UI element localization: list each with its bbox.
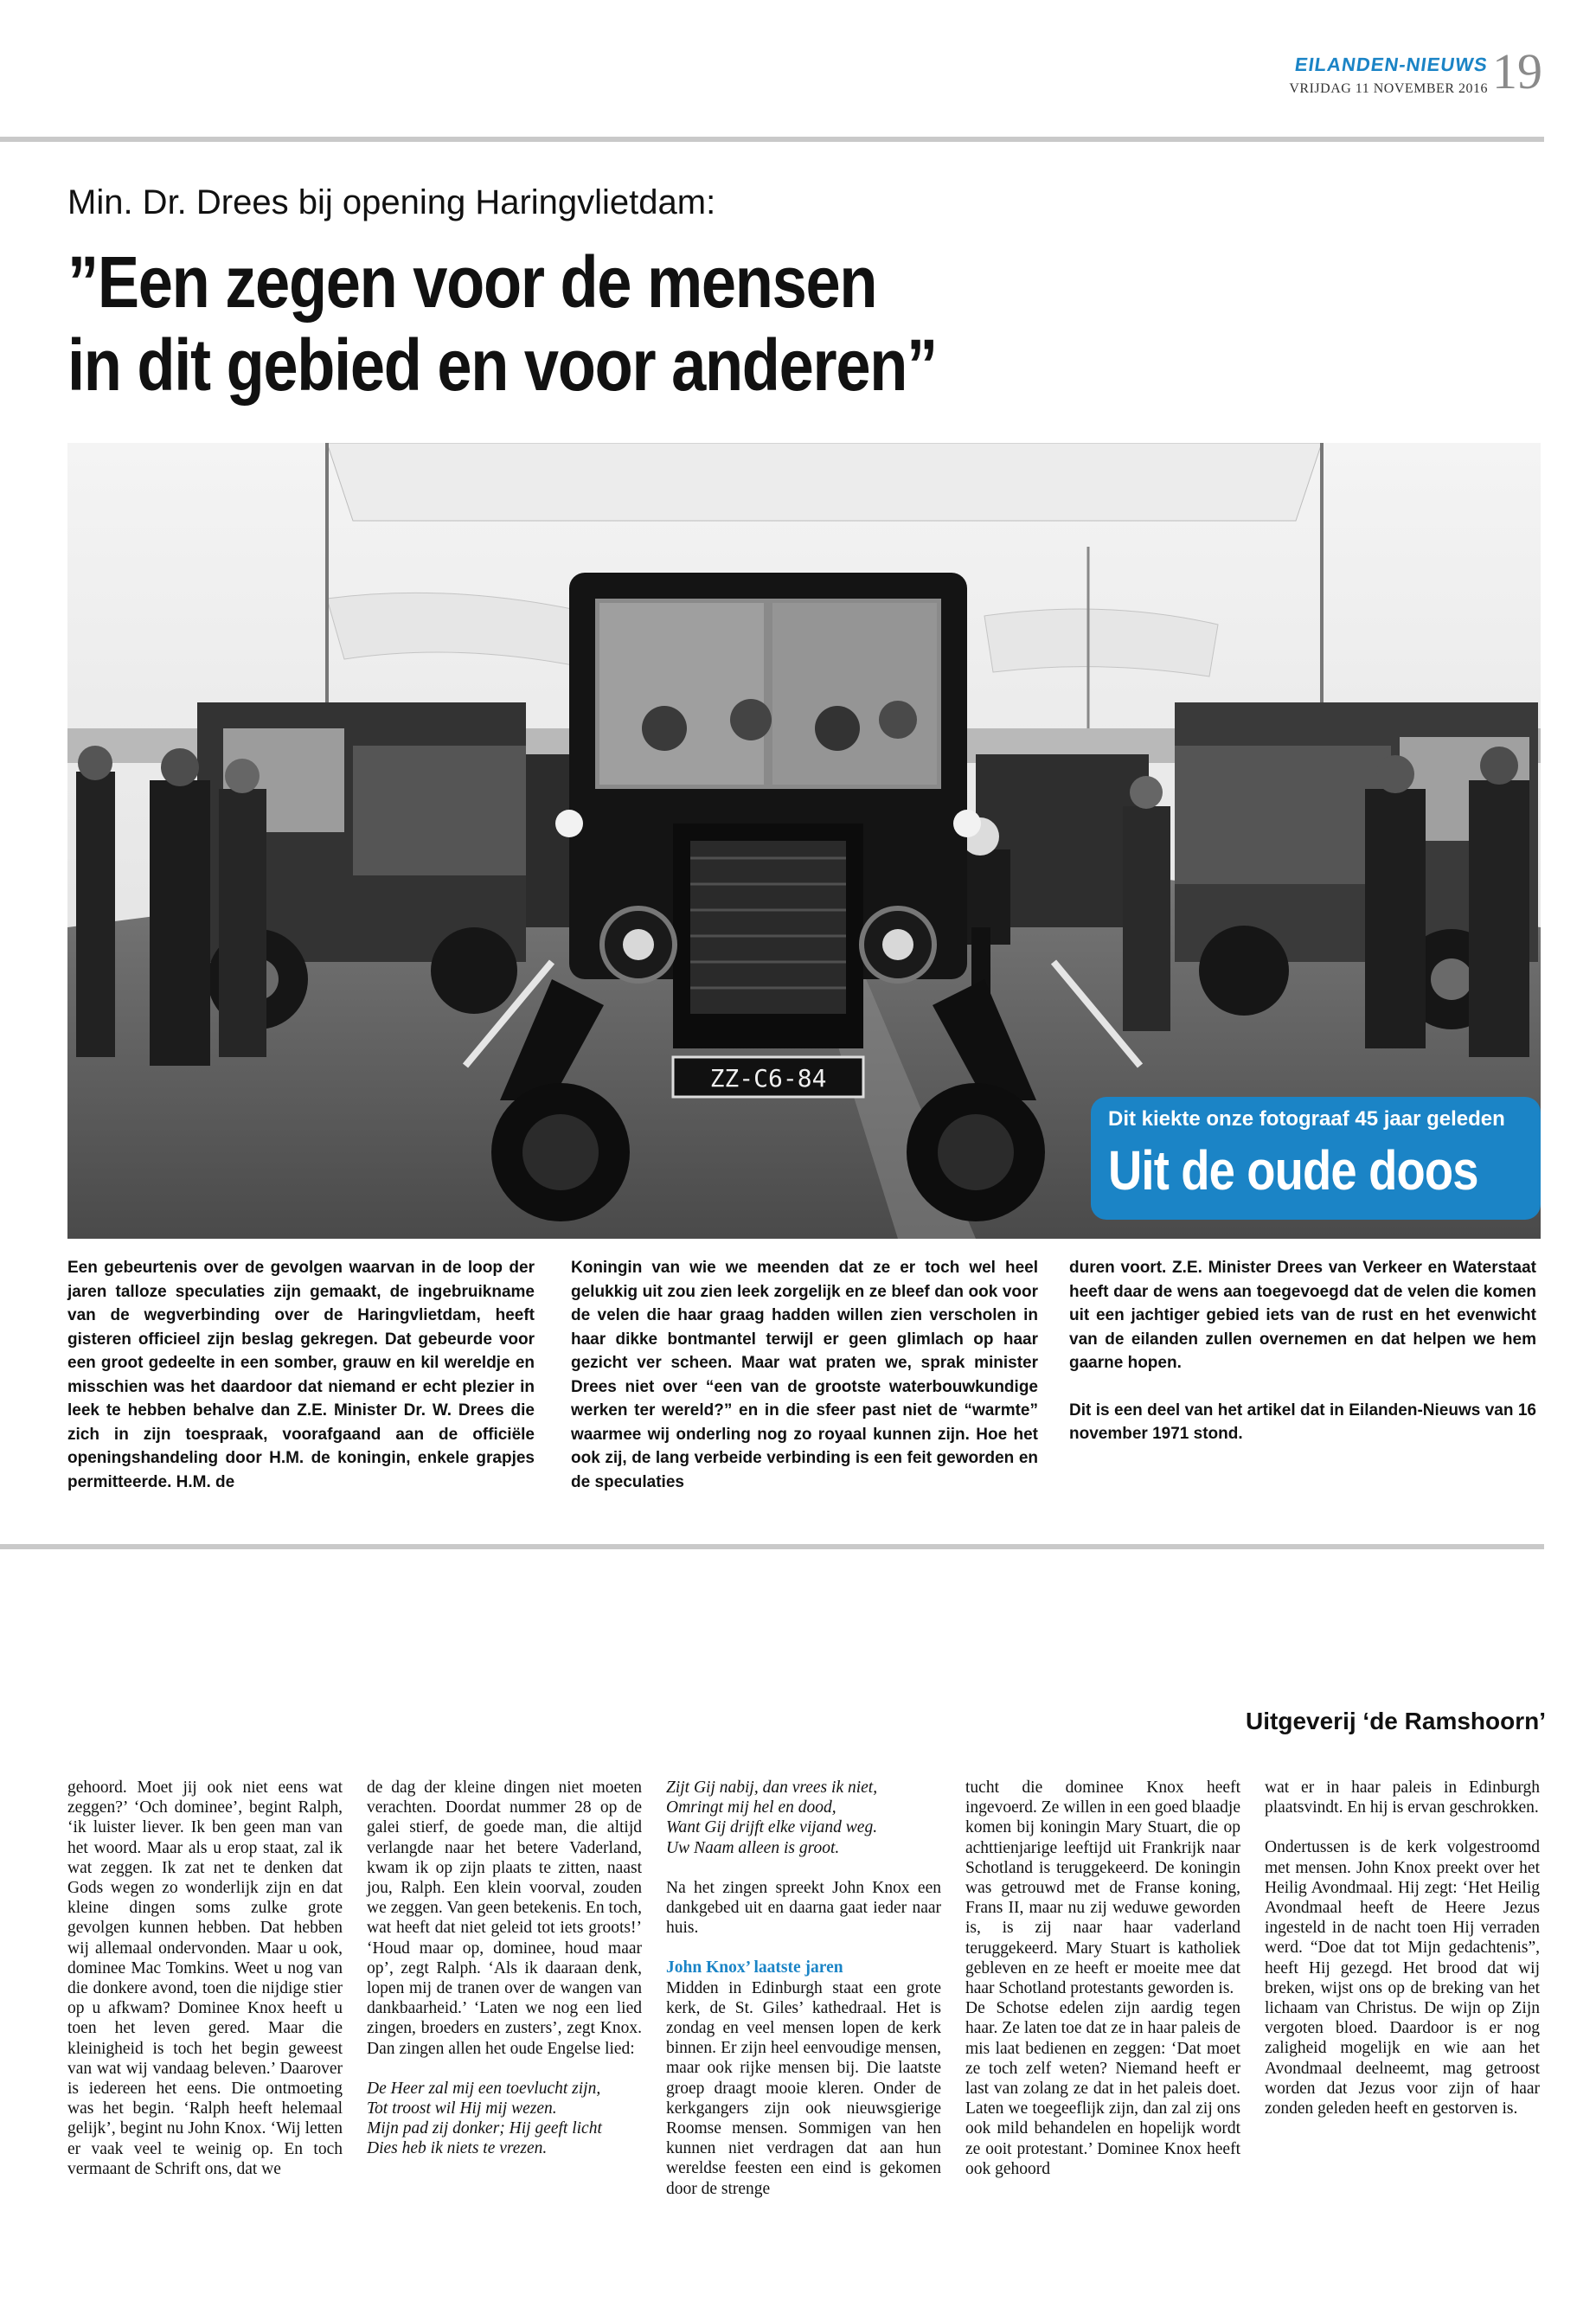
poem-line: Want Gij drijft elke vijand weg. [666,1818,878,1837]
poem-line: Zijt Gij nabij, dan vrees ik niet, [666,1779,878,1797]
book-paragraph: Na het zingen spreekt John Knox een dankgebed uit en daarna gaat ieder naar huis. [666,1878,941,1938]
section-subheading: John Knox’ laatste jaren [666,1958,843,1977]
article-kicker: Min. Dr. Drees bij opening Haringvlietdam: [67,183,716,221]
intro-paragraph: Een gebeurtenis over de gevolgen waarvan in de loop der jaren talloze speculaties zijn gemaakt, de ingebruikname van de wegverbinding over de Haringvlietdam, heeft gisteren officieel zijn beslag gekregen. Dat gebeurde voor een groot gedeelte in een somber, grauw en kil wereldje en misschien was het daardoor dat niemand er echt plezier in leek te hebben behalve dan Z.E. Minister Dr. W. Drees die zich in zijn toespraak, voorafgaand aan de officiële openingshandeling door H.M. de koningin, enkele grapjes permitteerde. H.M. de [67,1259,535,1491]
book-paragraph: gehoord. Moet jij ook niet eens wat zeggen?’ ‘Och dominee’, begint Ralph, ‘ik luister liever. Ik ben geen man van het woord. Maar als u erop staat, zal ik wat zeggen. Ik zat net te denken dat Gods wegen zo wonderlijk zijn en dat kleine dingen soms zulke grote gevolgen kunnen hebben. Dat hebben wij allemaal ondervonden. Maar u ook, dominee Mac Tomkins. Weet u nog van die donkere avond, toen die nijdige stier op u afkwam? Dominee Knox heeft u toen het leven gered. Maar die kleinigheid is toch het begin geweest van wat wij vandaag beleven.’ Daarover is iedereen het eens. Die ontmoeting was het begin. ‘Ralph heeft helemaal gelijk’, begint nu John Knox. ‘Wij letten er vaak veel te weinig op. En toch vermaant de Schrift ons, dat we [67,1779,343,2178]
poem-line: Mijn pad zij donker; Hij geeft licht [367,2119,602,2138]
book-column-2 [367,1778,642,2159]
publisher-label: Uitgeverij ‘de Ramshoorn’ [1246,1708,1546,1734]
intro-paragraph: duren voort. Z.E. Minister Drees van Verkeer en Waterstaat heeft daar de wens aan toegevoegd dat de velen die komen uit een jachtiger gebied iets van de rust en het evenwicht van de eilanden zullen overnemen en dat helpen we hem gaarne hopen. [1069,1259,1536,1372]
book-column-3 [666,1778,941,2199]
section-divider [0,1544,1544,1549]
book-column-1 [67,1778,343,2179]
top-divider [0,137,1544,142]
badge-title: Uit de oude doos [1108,1139,1478,1202]
intro-column-2 [571,1256,1038,1517]
poem-line: De Heer zal mij een toevlucht zijn, [367,2079,601,2098]
intro-paragraph: Dit is een deel van het artikel dat in Eilanden-Nieuws van 16 november 1971 stond. [1069,1400,1536,1443]
intro-paragraph: Koningin van wie we meenden dat ze er toch wel heel gelukkig uit zou zien leek zorgelijk en ze bleef dan ook voor de velen die haar graag hadden willen zien verscholen in haar dikke bontmantel terwijl er geen glimlach op haar gezicht ver scheen. Maar wat praten we, sprak minister Drees niet over “een van de grootste waterbouwkundige werken ter wereld?” en in die sfeer past niet de “warmte” waarmee wij onderling nog zo royaal kunnen zijn. Hoe het ook zij, de lang verbeide verbinding is een feit geworden en de speculaties [571,1259,1038,1491]
book-column-4 [965,1778,1240,2179]
intro-column-3 [1069,1256,1536,1470]
badge-subtitle: Dit kiekte onze fotograaf 45 jaar geleden [1108,1107,1505,1131]
license-plate: ZZ-C6-84 [709,1064,827,1093]
poem-line: Dies heb ik niets te vrezen. [367,2139,548,2158]
poem-line: Omringt mij hel en dood, [666,1798,836,1817]
book-paragraph: tucht die dominee Knox heeft ingevoerd. Ze willen in een goed blaadje komen bij koningin Mary Stuart, die op achttienjarige leeftijd uit Frankrijk naar Schotland is teruggekeerd. De koningin was getrouwd met de Franse koning, Frans II, maar nu zij weduwe geworden is, is zij naar haar vaderland teruggekeerd. Mary Stuart is katholiek gebleven en ze heeft er moeite mee dat haar Schotland protestants geworden is. [965,1779,1240,1998]
headline-line-2: in dit gebied en voor anderen” [67,324,937,406]
book-paragraph: de dag der kleine dingen niet moeten verachten. Doordat nummer 28 op de galei stierf, de goede man, die altijd verlangde naar het betere Vaderland, kwam ik op zijn plaats te zitten, naast jou, Ralph. Een klein voorval, zouden we zeggen. Van geen betekenis. En toch, wat heeft dat niet geleid tot iets groots!’ ‘Houd maar op, dominee, houd maar op’, zegt Ralph. ‘Als ik daaraan denk, lopen mij de tranen over de wangen van dankbaarheid.’ ‘Laten we nog een lied zingen, broeders en zusters’, zegt Knox. Dan zingen allen het oude Engelse lied: [367,1779,642,2058]
book-paragraph: wat er in haar paleis in Edinburgh plaatsvindt. En hij is ervan geschrokken. [1265,1779,1540,1817]
issue-date: VRIJDAG 11 NOVEMBER 2016 [1289,81,1488,96]
book-paragraph: Midden in Edinburgh staat een grote kerk, de St. Giles’ kathedraal. Het is zondag en veel mensen lopen de kerk binnen. Er zijn heel eenvoudige mensen, maar ook rijke mensen bij. Die laatste groep draagt mooie kleren. Onder de kerkgangers zijn ook nieuwsgierige Roomse mensen. Sommigen van hen kunnen niet verdragen dat aan hun wereldse feesten een eind is gekomen door de strenge [666,1978,941,2198]
page-number: 19 [1492,43,1542,99]
headline-line-1: ”Een zegen voor de mensen [67,241,877,323]
feature-badge [1091,1097,1541,1220]
brand-logo: EILANDEN-NIEUWS [1293,54,1490,75]
book-paragraph: Ondertussen is de kerk volgestroomd met mensen. John Knox preekt over het Heilig Avondmaal. Hij zegt: ‘Het Heilig Avondmaal heeft de Heere Jezus ingesteld in de nacht toen Hij verraden werd. “Doe dat tot Mijn gedachtenis”, heeft Hij gezegd. Het brood dat wij breken, wijst ons op de breking van het lichaam van Christus. De wijn op Zijn vergoten bloed. Daardoor is er nog zaligheid mogelijk en wie aan het Avondmaal deelneemt, mag getroost worden dat Jezus voor zijn of haar zonden geleden heeft en gestorven is. [1265,1838,1540,2118]
intro-column-1 [67,1256,535,1517]
poem-line: Tot troost wil Hij mij wezen. [367,2099,557,2118]
book-column-5 [1265,1778,1540,2118]
poem-line: Uw Naam alleen is groot. [666,1838,840,1857]
article-headline [67,240,1109,407]
masthead [1289,54,1488,97]
book-paragraph: De Schotse edelen zijn aardig tegen haar. Ze laten toe dat ze in haar paleis de mis laat bedienen en zeggen: ‘Dat moet ze toch zelf weten? Niemand heeft er last van zolang ze dat in het paleis doet. Laten we toegeeflijk zijn, dan zal zij ons ook mild behandelen en hopelijk wordt ze ooit protestant.’ Dominee Knox heeft ook gehoord [965,1999,1240,2178]
